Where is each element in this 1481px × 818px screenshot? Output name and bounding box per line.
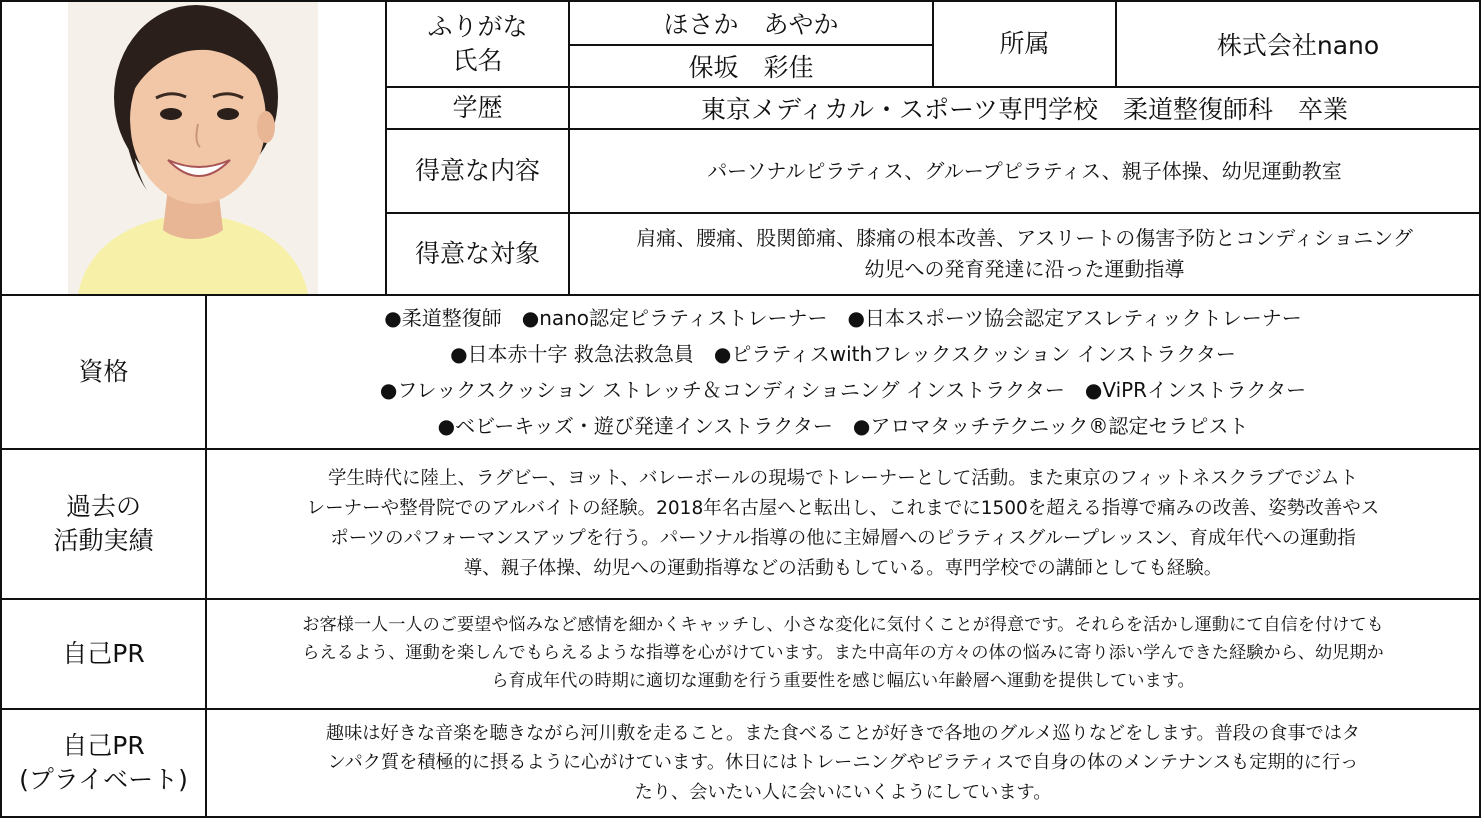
furigana-value: ほさか あやか: [663, 10, 839, 39]
education-label: 学歴: [452, 93, 503, 123]
education-label-cell: [385, 86, 570, 130]
pr-label: 自己PR: [62, 639, 145, 669]
qualifications-cell: [205, 294, 1481, 450]
qualification-line: ●フレックスクッション ストレッチ＆コンディショニング インストラクター ●ViPRインストラクター: [379, 378, 1307, 402]
furigana-cell: [568, 0, 934, 46]
history-cell: [205, 448, 1481, 600]
qualification-line: ●柔道整復師 ●nano認定ピラティストレーナー ●日本スポーツ協会認定アスレティックトレーナー: [384, 306, 1302, 330]
affiliation-value: 株式会社nano: [1216, 31, 1380, 60]
history-line: 導、親子体操、幼児への運動指導などの活動もしている。専門学校での講師としても経験。: [463, 557, 1223, 579]
name-cell: [568, 44, 934, 88]
pr-cell: [205, 598, 1481, 710]
target-cell: [568, 212, 1481, 296]
target-line: 肩痛、腰痛、股関節痛、膝痛の根本改善、アスリートの傷害予防とコンディショニング: [636, 226, 1413, 250]
pr-private-line: ンパク質を積極的に摂るように心がけています。休日にはトレーニングやピラティスで自身の体のメンテナンスも定期的に行っ: [327, 752, 1359, 774]
target-line: 幼児への発育発達に沿った運動指導: [864, 257, 1185, 281]
history-label-cell: [0, 448, 207, 600]
history-line: ポーツのパフォーマンスアップを行う。パーソナル指導の他に主婦層へのピラティスグループレッスン、育成年代への運動指: [330, 528, 1356, 549]
pr-private-label-cell: [0, 708, 207, 818]
pr-private-line: たり、会いたい人に会いにいくようにしています。: [634, 781, 1052, 803]
history-label-line: 活動実績: [53, 526, 154, 555]
specialty-label-cell: [385, 128, 570, 214]
profile-photo: [68, 2, 318, 294]
name-label: 氏名: [452, 46, 503, 75]
history-label-line: 過去の: [65, 492, 141, 522]
specialty-label: 得意な内容: [414, 156, 540, 186]
education-cell: [568, 86, 1481, 130]
qualifications-label-cell: [0, 294, 207, 450]
pr-line: ら育成年代の時期に適切な運動を行う重要性を感じ幅広い年齢層へ運動を提供しています。: [491, 670, 1195, 691]
affiliation-cell: [1115, 0, 1481, 88]
target-label: 得意な対象: [414, 239, 540, 269]
pr-line: らえるよう、運動を楽しんでもらえるような指導を心がけています。また中高年の方々の体の悩みに寄り添い学んできた経験から、幼児期か: [302, 643, 1384, 664]
pr-private-line: 趣味は好きな音楽を聴きながら河川敷を走ること。また食べることが好きで各地のグルメ巡りなどをします。普段の食事ではタ: [325, 722, 1361, 744]
name-label-cell: [385, 0, 570, 88]
specialty-value: パーソナルピラティス、グループピラティス、親子体操、幼児運動教室: [707, 158, 1342, 183]
pr-label-cell: [0, 598, 207, 710]
name-value: 保坂 彩佳: [688, 53, 814, 82]
affiliation-label: 所属: [999, 29, 1050, 59]
qualifications-label: 資格: [78, 357, 129, 387]
affiliation-label-cell: [932, 0, 1117, 88]
target-label-cell: [385, 212, 570, 296]
education-value: 東京メディカル・スポーツ専門学校 柔道整復師科 卒業: [700, 95, 1348, 124]
qualification-line: ●ベビーキッズ・遊び発達インストラクター ●アロマタッチテクニック®認定セラピスト: [437, 414, 1249, 438]
pr-private-cell: [205, 708, 1481, 818]
pr-line: お客様一人一人のご要望や悩みなど感情を細かくキャッチし、小さな変化に気付くことが得意です。それらを活かし運動にて自信を付けても: [302, 615, 1384, 636]
history-line: レーナーや整骨院でのアルバイトの経験。2018年名古屋へと転出し、これまでに1500を超える指導で痛みの改善、姿勢改善やス: [306, 498, 1380, 520]
history-line: 学生時代に陸上、ラグビー、ヨット、バレーボールの現場でトレーナーとして活動。また東京のフィットネスクラブでジムト: [328, 468, 1358, 490]
pr-private-label-line: (プライベート): [19, 765, 188, 794]
furigana-label: ふりがな: [427, 12, 528, 42]
specialty-cell: [568, 128, 1481, 214]
qualification-line: ●日本赤十字 救急法救急員 ●ピラティスwithフレックスクッション インストラクター: [450, 342, 1236, 366]
pr-private-label-line: 自己PR: [62, 731, 145, 761]
